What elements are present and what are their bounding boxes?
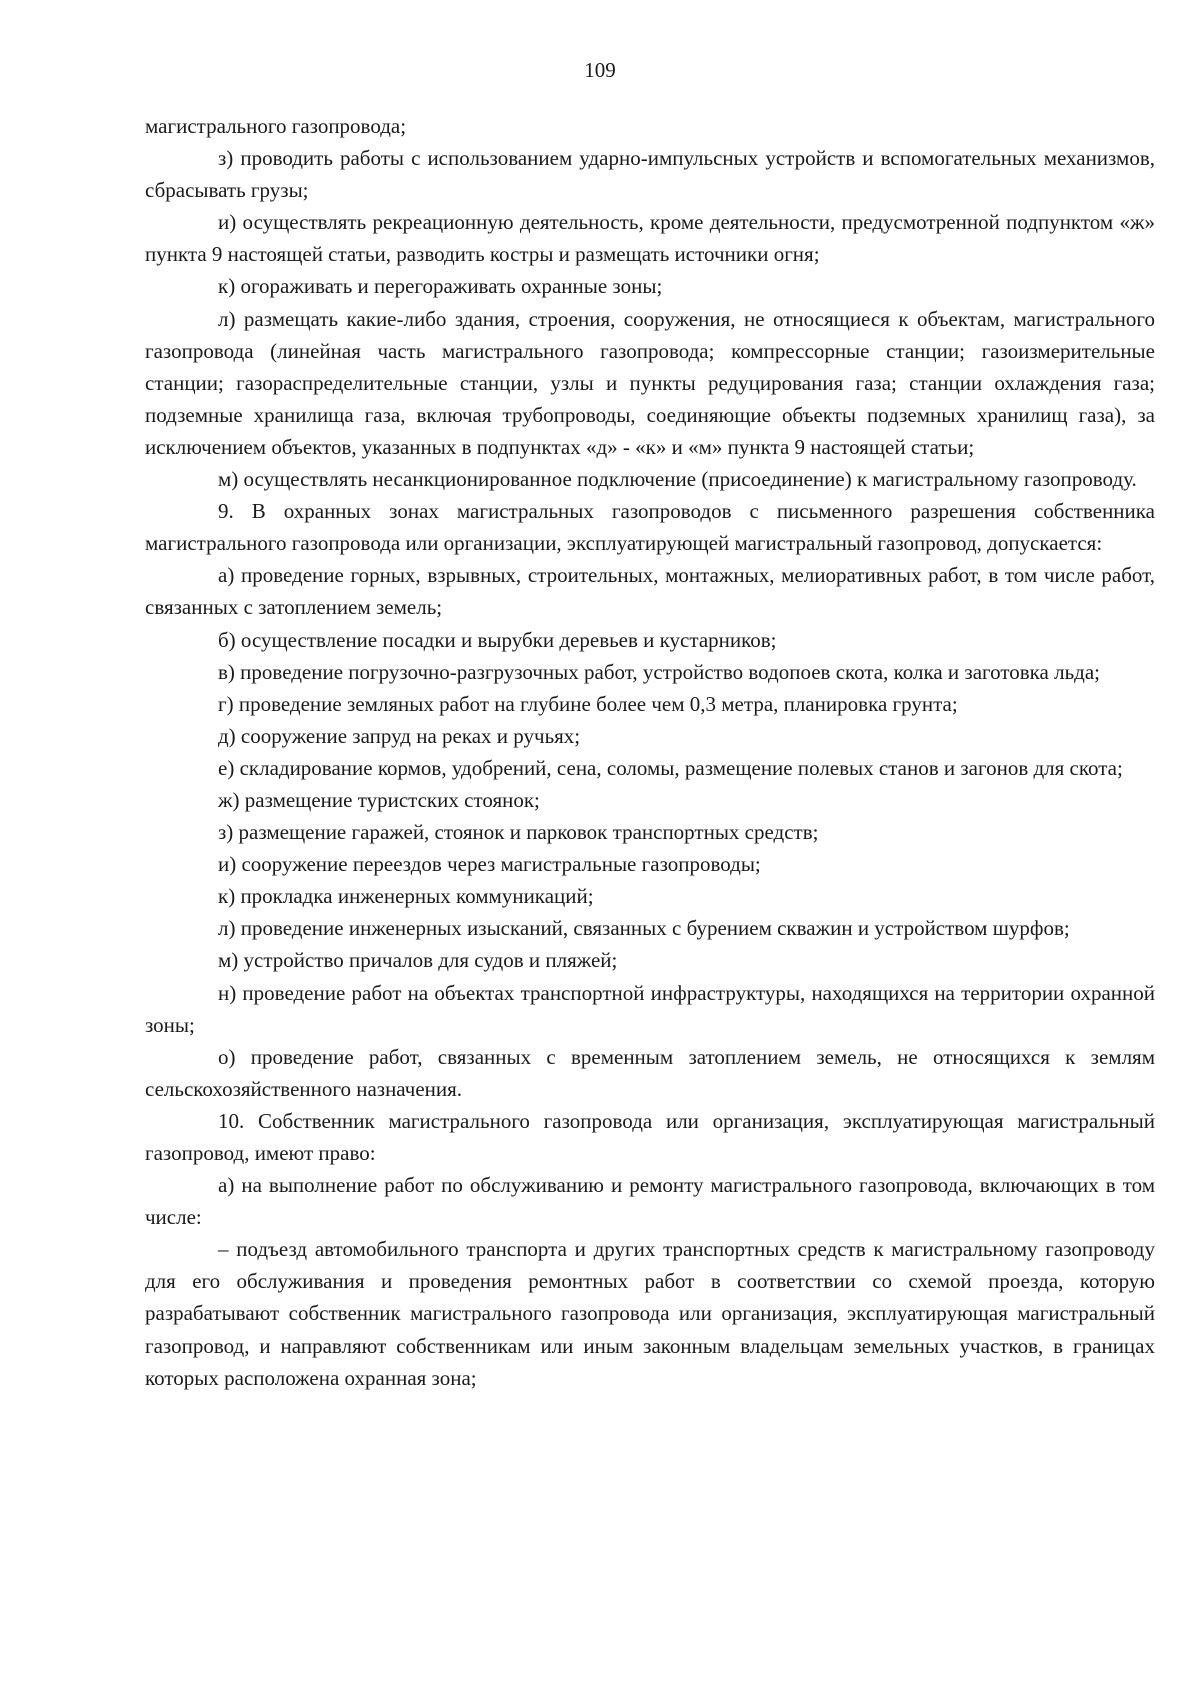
page-number: 109 xyxy=(584,58,616,82)
paragraph: л) проведение инженерных изысканий, связанных с бурением скважин и устройством шурфов; xyxy=(218,916,1070,941)
paragraph: м) устройство причалов для судов и пляжей; xyxy=(218,948,618,973)
paragraph: м) осуществлять несанкционированное подключение (присоединение) к магистральному газопроводу. xyxy=(218,467,1137,492)
paragraph: е) складирование кормов, удобрений, сена, соломы, размещение полевых станов и загонов для скота; xyxy=(218,755,1123,780)
document-body xyxy=(145,110,1155,1394)
paragraph: ж) размещение туристских стоянок; xyxy=(218,787,540,812)
paragraph: в) проведение погрузочно-разгрузочных работ, устройство водопоев скота, колка и заготовка льда; xyxy=(218,659,1101,684)
paragraph: а) проведение горных, взрывных, строительных, монтажных, мелиоративных работ, в том числе работ, связанных с затоплением земель; xyxy=(145,563,1155,620)
paragraph: к) огораживать и перегораживать охранные зоны; xyxy=(218,274,663,299)
paragraph: д) сооружение запруд на реках и ручьях; xyxy=(218,723,581,748)
paragraph: б) осуществление посадки и вырубки деревьев и кустарников; xyxy=(218,627,777,652)
paragraph: 9. В охранных зонах магистральных газопроводов с письменного разрешения собственника магистрального газопровода или организации, эксплуатирующей магистральный газопровод, допускается: xyxy=(145,499,1155,556)
paragraph: о) проведение работ, связанных с временным затоплением земель, не относящихся к землям сельскохозяйственного назначения. xyxy=(145,1044,1155,1101)
paragraph: а) на выполнение работ по обслуживанию и ремонту магистрального газопровода, включающих в том числе: xyxy=(145,1173,1155,1230)
paragraph: 10. Собственник магистрального газопровода или организация, эксплуатирующая магистральный газопровод, имеют право: xyxy=(145,1108,1155,1165)
paragraph: – подъезд автомобильного транспорта и других транспортных средств к магистральному газопроводу для его обслуживания и проведения ремонтных работ в соответствии со схемой проезда, которую разрабатывают собственник магистрального газопровода или организация, эксплуатирующая магистральный газопровод, и направляют собственникам или иным законным владельцам земельных участков, в границах которых расположена охранная зона; xyxy=(145,1237,1155,1390)
paragraph: и) сооружение переездов через магистральные газопроводы; xyxy=(218,852,761,877)
paragraph: з) размещение гаражей, стоянок и парковок транспортных средств; xyxy=(218,820,819,845)
paragraph: г) проведение земляных работ на глубине более чем 0,3 метра, планировка грунта; xyxy=(218,691,958,716)
paragraph: магистрального газопровода; xyxy=(145,114,407,138)
paragraph: з) проводить работы с использованием ударно-импульсных устройств и вспомогательных механизмов, сбрасывать грузы; xyxy=(145,146,1155,203)
paragraph: к) прокладка инженерных коммуникаций; xyxy=(218,884,594,909)
paragraph: л) размещать какие-либо здания, строения, сооружения, не относящиеся к объектам, магистрального газопровода (линейная часть магистрального газопровода; компрессорные станции; газоизмерительные станции; газораспределительные станции, узлы и пункты редуцирования газа; станции охлаждения газа; подземные хранилища газа, включая трубопроводы, соединяющие объекты подземных хранилищ газа), за исключением объектов, указанных в подпунктах «д» - «к» и «м» пункта 9 настоящей статьи; xyxy=(145,306,1155,459)
paragraph: н) проведение работ на объектах транспортной инфраструктуры, находящихся на территории охранной зоны; xyxy=(145,980,1155,1037)
paragraph: и) осуществлять рекреационную деятельность, кроме деятельности, предусмотренной подпунктом «ж» пункта 9 настоящей статьи, разводить костры и размещать источники огня; xyxy=(145,210,1155,267)
